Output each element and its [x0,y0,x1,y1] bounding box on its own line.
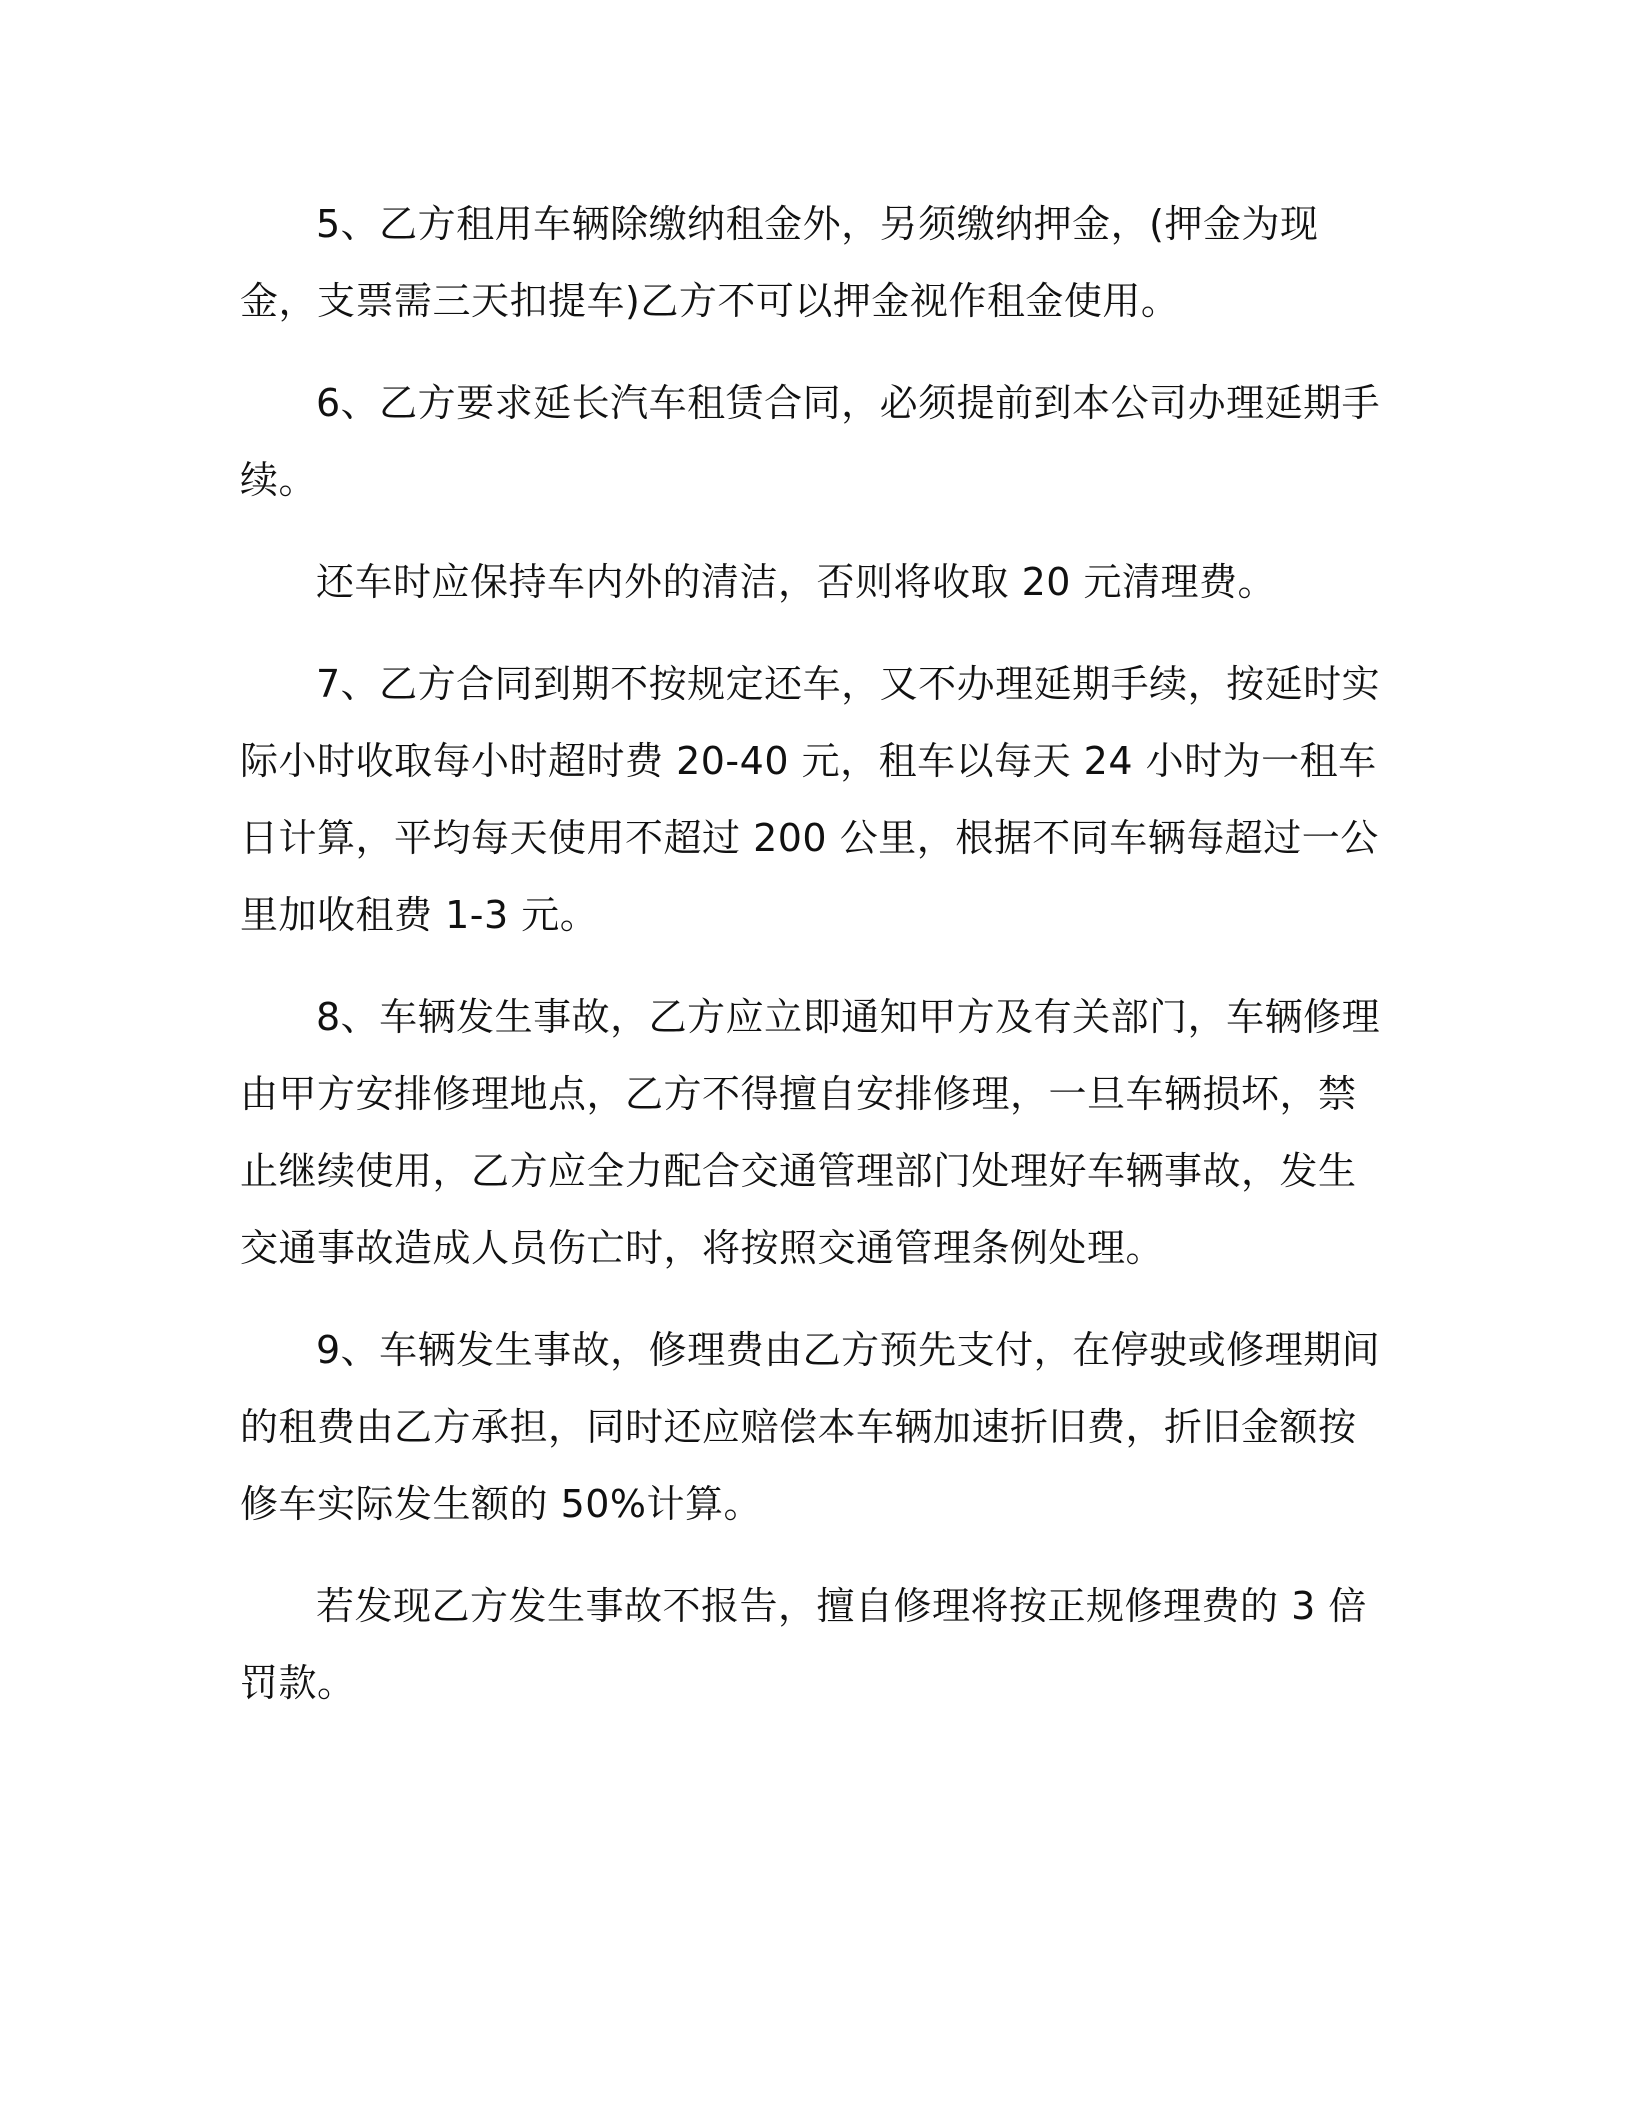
paragraph-clause-6: 6、乙方要求延长汽车租赁合同，必须提前到本公司办理延期手续。 [240,381,1381,502]
paragraph-clause-5: 5、乙方租用车辆除缴纳租金外，另须缴纳押金，(押金为现金，支票需三天扣提车)乙方不可以押金视作租金使用。 [240,202,1319,323]
paragraph-clause-8: 8、车辆发生事故，乙方应立即通知甲方及有关部门，车辆修理由甲方安排修理地点，乙方不得擅自安排修理，一旦车辆损坏，禁止继续使用，乙方应全力配合交通管理部门处理好车辆事故，发生交通事故造成人员伤亡时，将按照交通管理条例处理。 [240,995,1381,1270]
paragraph-clause-7: 7、乙方合同到期不按规定还车，又不办理延期手续，按延时实际小时收取每小时超时费 20-40 元，租车以每天 24 小时为一租车日计算，平均每天使用不超过 200 公里，根据不同车辆每超过一公里加收租费 1-3 元。 [240,662,1381,937]
paragraph-clause-9: 9、车辆发生事故，修理费由乙方预先支付，在停驶或修理期间的租费由乙方承担，同时还应赔偿本车辆加速折旧费，折旧金额按修车实际发生额的 50%计算。 [240,1328,1381,1526]
document-body [240,186,1392,1747]
paragraph-cleaning-fee: 还车时应保持车内外的清洁，否则将收取 20 元清理费。 [316,560,1277,604]
paragraph-penalty: 若发现乙方发生事故不报告，擅自修理将按正规修理费的 3 倍罚款。 [240,1584,1367,1705]
